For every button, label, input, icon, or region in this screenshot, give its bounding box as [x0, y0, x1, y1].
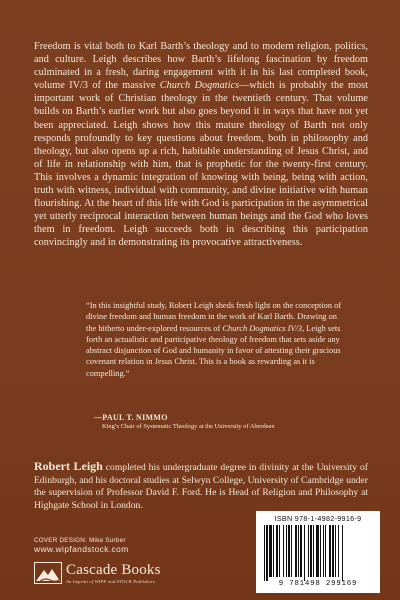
- barcode-bar: [313, 525, 314, 577]
- barcode-bar: [342, 525, 343, 581]
- author-bio-text: completed his undergraduate degree in divinity at the University of Edinburgh, and his doctoral studies at Selwyn College, University of Cambridge under the supervision of Professor David F. Ford. He is Head of Religion and Philosophy at Highgate School in London.: [34, 462, 368, 511]
- publisher-tagline: An Imprint of WIPF and STOCK Publishers: [66, 579, 155, 584]
- quote-book-title: Church Dogmatics IV/3: [222, 323, 303, 333]
- author-name: Robert Leigh: [34, 459, 103, 473]
- barcode-bars: [262, 525, 374, 581]
- barcode-bar: [291, 525, 292, 577]
- blurb-book-title: Church Dogmatics: [159, 80, 240, 92]
- blurb-text-end: —which is probably the most important work of Christian theology in the twentieth century. That volume builds on Barth’s earlier work but also goes beyond it in ways that have not yet been appreciated. Leigh shows how this mature theology of Barth not only responds profoundly to key questions about freedom, both in philosophy and theology, but also opens up a rich, habitable understanding of Jesus Christ, and of life in relationship with him, that is prophetic for the twenty-first century. This involves a dynamic integration of knowing with being, being with action, truth with witness, individual with community, and divine initiative with human flourishing. At the heart of this life with God is participation in the asymmetrical yet utterly reciprocal interaction between human beings and the God who loves them in freedom. Leigh succeeds both in describing this participation convincingly and in demonstrating its provocative attractiveness.: [34, 80, 368, 249]
- barcode-bar: [308, 525, 309, 577]
- isbn-barcode: [256, 511, 380, 593]
- barcode-bar: [320, 525, 321, 577]
- barcode-bar: [300, 525, 302, 577]
- barcode-bar: [279, 525, 280, 577]
- barcode-bar: [323, 525, 324, 577]
- author-bio: [34, 460, 368, 512]
- barcode-bar: [325, 525, 326, 577]
- cascade-mountain-icon: [34, 562, 62, 584]
- barcode-bar: [332, 525, 334, 577]
- blurb-text-start: Freedom is vital both to Karl Barth’s theology and to modern religion, politics, and culture. Leigh describes how Barth’s lifelong fascination by freedom culminated in a fresh, daring engagement with it in his last completed book, volume IV/3 of the massive: [34, 41, 368, 92]
- barcode-bar: [283, 525, 284, 577]
- endorsement-attribution: [86, 413, 386, 430]
- barcode-bar: [264, 525, 265, 581]
- quote-text-end: , Leigh sets forth an actualistic and participative theology of freedom that sets aside any abstract disjunction of God and humanity in favor of attesting their gracious covenant relation in Jesus Christ. This is a book as rewarding as it is compelling.”: [86, 323, 341, 378]
- barcode-bar: [273, 525, 274, 577]
- barcode-bar: [329, 525, 331, 577]
- barcode-bar: [298, 525, 299, 577]
- barcode-bar: [286, 525, 287, 577]
- barcode-bar: [295, 525, 297, 577]
- blurb: [34, 40, 368, 250]
- barcode-bar: [335, 525, 336, 577]
- publisher-logo: [34, 560, 184, 590]
- isbn-label: ISBN 978-1-4982-9916-9: [274, 514, 362, 523]
- barcode-bar: [316, 525, 319, 577]
- publisher-name: Cascade Books: [66, 562, 161, 578]
- barcode-bar: [266, 525, 268, 581]
- barcode-bar: [304, 525, 305, 581]
- barcode-bar: [276, 525, 278, 577]
- barcode-bar: [338, 525, 339, 577]
- endorsement-quote: [86, 300, 348, 379]
- barcode-digits: 9 781498 299169: [278, 580, 358, 588]
- barcode-bar: [288, 525, 290, 577]
- publisher-website: www.wipfandstock.com: [34, 544, 129, 554]
- blurb-paragraph: [34, 40, 368, 250]
- quote-text-start: “In this insightful study, Robert Leigh sheds fresh light on the conception of divine freedom and human freedom in the work of Karl Barth. Drawing on the hitherto under-explored resources of: [86, 301, 342, 333]
- barcode-bar: [310, 525, 312, 577]
- cover-design-credit: COVER DESIGN: Mike Surber: [34, 537, 126, 544]
- endorser-name: —PAUL T. NIMMO: [94, 413, 168, 422]
- barcode-bar: [269, 525, 272, 577]
- quote-paragraph: [86, 300, 348, 379]
- endorser-role: King’s Chair of Systematic Theology at the University of Aberdeen: [102, 423, 275, 430]
